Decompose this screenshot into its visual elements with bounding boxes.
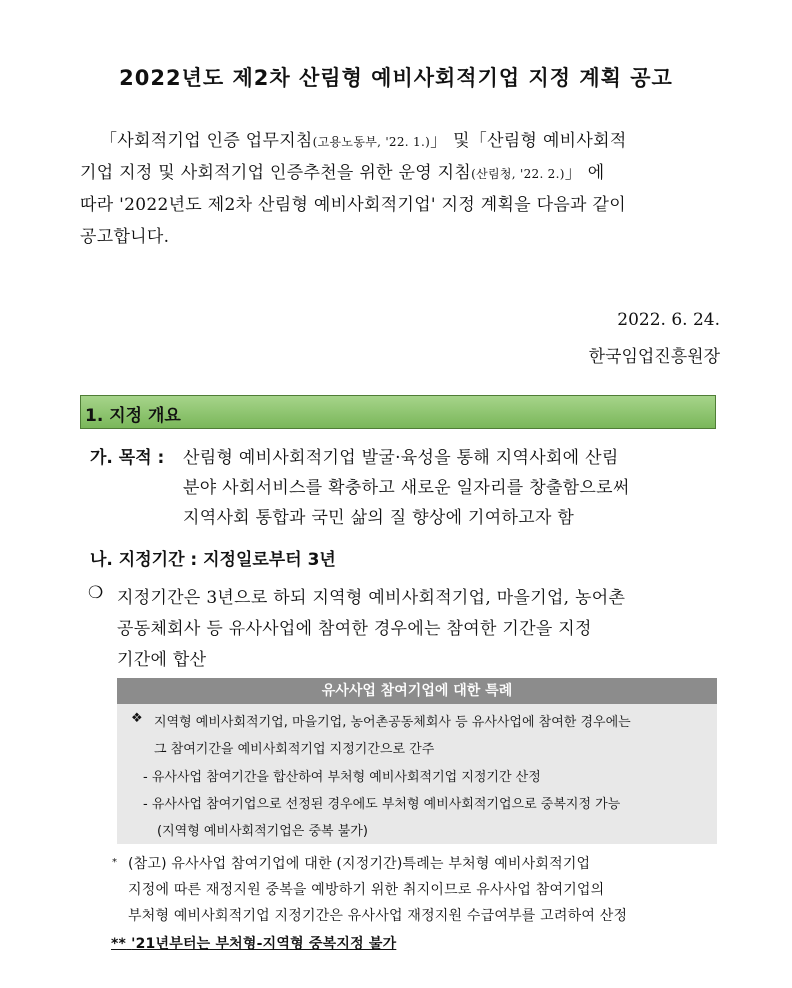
purpose-line-3: 지역사회 통합과 국민 삶의 질 향상에 기여하고자 함 bbox=[183, 508, 575, 528]
note-star: * bbox=[112, 857, 118, 868]
intro-text: 기업 지정 및 사회적기업 인증추천을 위한 운영 지침 bbox=[80, 163, 472, 183]
intro-line-2 bbox=[80, 158, 720, 183]
note-line-3: 부처형 예비사회적기업 지정기간은 유사사업 재정지원 수급여부를 고려하여 산정 bbox=[128, 908, 628, 924]
purpose-line-1: 산림형 예비사회적기업 발굴·육성을 통해 지역사회에 산림 bbox=[183, 448, 619, 468]
intro-text: 」 에 bbox=[564, 163, 605, 183]
intro-text: 「사회적기업 인증 업무지침 bbox=[100, 131, 313, 151]
exception-line-3: - 유사사업 참여기간을 합산하여 부처형 예비사회적기업 지정기간 산정 bbox=[143, 770, 541, 785]
intro-line-1 bbox=[100, 126, 740, 151]
notice-issuer: 한국임업진흥원장 bbox=[588, 347, 720, 367]
intro-text: 」 및「산림형 예비사회적 bbox=[430, 131, 627, 151]
note-double-star: ** bbox=[111, 936, 127, 952]
section-title: 1. 지정 개요 bbox=[85, 406, 181, 426]
page-title: 2022년도 제2차 산림형 예비사회적기업 지정 계획 공고 bbox=[119, 66, 673, 90]
purpose-label: 가. 목적 : bbox=[90, 448, 165, 468]
note-line-4-text: '21년부터는 부처형-지역형 중복지정 불가 bbox=[131, 936, 397, 952]
exception-line-5: (지역형 예비사회적기업은 중복 불가) bbox=[157, 824, 368, 839]
note-line-4 bbox=[111, 933, 396, 953]
period-label: 나. 지정기간 : 지정일로부터 3년 bbox=[90, 550, 336, 570]
exception-box-header: 유사사업 참여기업에 대한 특례 bbox=[117, 678, 717, 704]
diamond-icon: ❖ bbox=[131, 711, 143, 726]
note-line-1: (참고) 유사사업 참여기업에 대한 (지정기간)특례는 부처형 예비사회적기업 bbox=[128, 856, 591, 872]
intro-source: (산림청, '22. 2.) bbox=[471, 167, 565, 181]
notice-date: 2022. 6. 24. bbox=[617, 310, 720, 330]
exception-line-4: - 유사사업 참여기업으로 선정된 경우에도 부처형 예비사회적기업으로 중복지정 가능 bbox=[143, 797, 621, 812]
purpose-line-2: 분야 사회서비스를 확충하고 새로운 일자리를 창출함으로써 bbox=[183, 478, 630, 498]
bullet-line-2: 공동체회사 등 유사사업에 참여한 경우에는 참여한 기간을 지정 bbox=[117, 619, 592, 639]
bullet-line-3: 기간에 합산 bbox=[117, 650, 207, 670]
bullet-icon: ❍ bbox=[88, 583, 104, 603]
exception-line-1: 지역형 예비사회적기업, 마을기업, 농어촌공동체회사 등 유사사업에 참여한 경우에는 bbox=[154, 715, 631, 730]
intro-line-3: 따라 '2022년도 제2차 산림형 예비사회적기업' 지정 계획을 다음과 같이 bbox=[80, 195, 626, 215]
note-line-2: 지정에 따른 재정지원 중복을 예방하기 위한 취지이므로 유사사업 참여기업의 bbox=[128, 882, 605, 898]
intro-source: (고용노동부, '22. 1.) bbox=[312, 135, 431, 149]
intro-line-4: 공고합니다. bbox=[80, 227, 170, 247]
bullet-line-1: 지정기간은 3년으로 하되 지역형 예비사회적기업, 마을기업, 농어촌 bbox=[117, 588, 626, 608]
exception-line-2: 그 참여기간을 예비사회적기업 지정기간으로 간주 bbox=[154, 742, 435, 757]
